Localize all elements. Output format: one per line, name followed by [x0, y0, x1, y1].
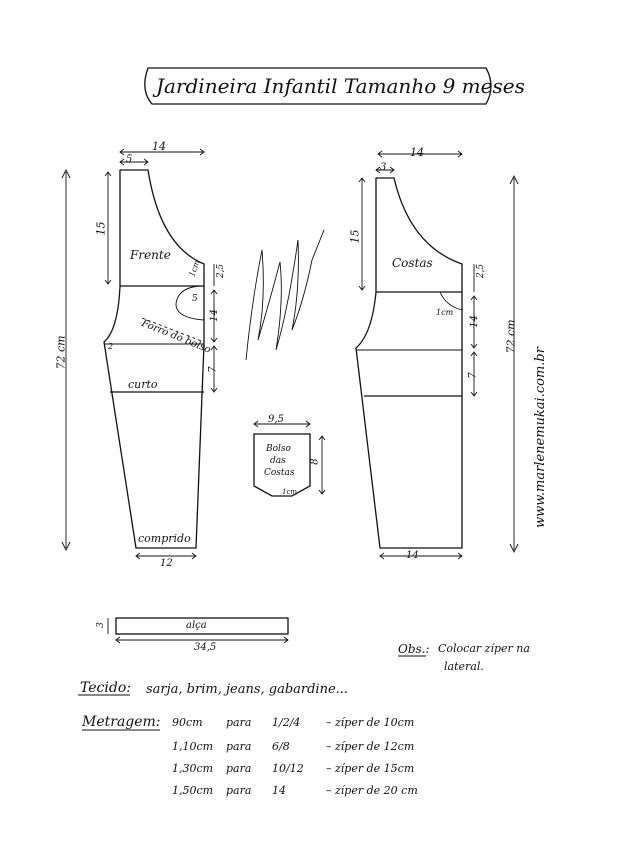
front-width-top: 14 [152, 140, 166, 153]
front-side-7: 7 [207, 366, 219, 373]
pocket-label-1: Bolso [266, 444, 291, 454]
back-piece [356, 151, 477, 559]
front-short-label: curto [128, 378, 158, 391]
yardage-size: 10/12 [272, 762, 304, 775]
strap-height: 3 [95, 622, 106, 628]
yardage-para: para [226, 716, 252, 729]
yardage-amount: 1,50cm [172, 784, 214, 797]
front-hem: 12 [160, 558, 173, 569]
yardage-amount: 1,10cm [172, 740, 214, 753]
front-label: Frente [130, 248, 171, 262]
pocket-label-2: das [270, 456, 286, 466]
yardage-para: para [226, 784, 252, 797]
pocket-corner: 1cm [282, 488, 298, 496]
front-inset-top: 5 [126, 154, 133, 165]
yardage-size: 14 [272, 784, 286, 797]
back-hem: 14 [406, 550, 419, 561]
yardage-zip: – zíper de 12cm [326, 740, 415, 753]
back-side-7: 7 [467, 372, 479, 379]
front-pocket-lining-label: Forro do bolso [139, 318, 213, 356]
back-total-length: 72 cm [504, 319, 518, 354]
yardage-zip: – zíper de 10cm [326, 716, 415, 729]
front-piece [104, 149, 217, 559]
yardage-para: para [226, 762, 252, 775]
front-side-2-5: 2,5 [216, 263, 227, 279]
front-bib-height: 15 [94, 221, 108, 236]
back-curve-1cm: 1cm [436, 308, 454, 317]
signature-scribble [246, 230, 324, 360]
front-pocket-1cm: 1cm [187, 258, 202, 279]
obs-text-2: lateral. [444, 660, 484, 673]
obs-label: Obs.: [398, 642, 430, 656]
yardage-size: 6/8 [272, 740, 290, 753]
yardage-para: para [226, 740, 252, 753]
yardage-label: Metragem: [82, 714, 161, 730]
obs-text-1: Colocar zíper na [438, 642, 530, 655]
yardage-zip: – zíper de 15cm [326, 762, 415, 775]
front-pocket-5: 5 [192, 294, 198, 304]
pocket-label-3: Costas [264, 468, 295, 478]
pocket-width: 9,5 [268, 414, 284, 425]
yardage-zip: – zíper de 20 cm [326, 784, 418, 797]
back-label: Costas [392, 256, 433, 270]
front-long-label: comprido [138, 532, 191, 545]
pocket-height: 8 [309, 458, 321, 465]
yardage-amount: 1,30cm [172, 762, 214, 775]
strap-length: 34,5 [194, 642, 217, 653]
front-side-14: 14 [208, 309, 220, 322]
back-bib-height: 15 [348, 229, 362, 244]
yardage-size: 1/2/4 [272, 716, 301, 729]
fabric-value: sarja, brim, jeans, gabardine... [146, 682, 349, 697]
back-side-2-5: 2,5 [476, 263, 487, 279]
yardage-amount: 90cm [172, 716, 203, 729]
back-inset-top: 3 [380, 162, 387, 173]
front-total-length: 72 cm [54, 335, 68, 370]
back-width-top: 14 [410, 146, 424, 159]
fabric-label: Tecido: [80, 680, 131, 696]
page-title: Jardineira Infantil Tamanho 9 meses [156, 74, 525, 98]
back-side-14: 14 [468, 315, 480, 328]
front-crotch: 2 [108, 342, 114, 351]
strap-label: alça [186, 620, 207, 631]
website-url: www.marlenemukai.com.br [532, 347, 548, 528]
